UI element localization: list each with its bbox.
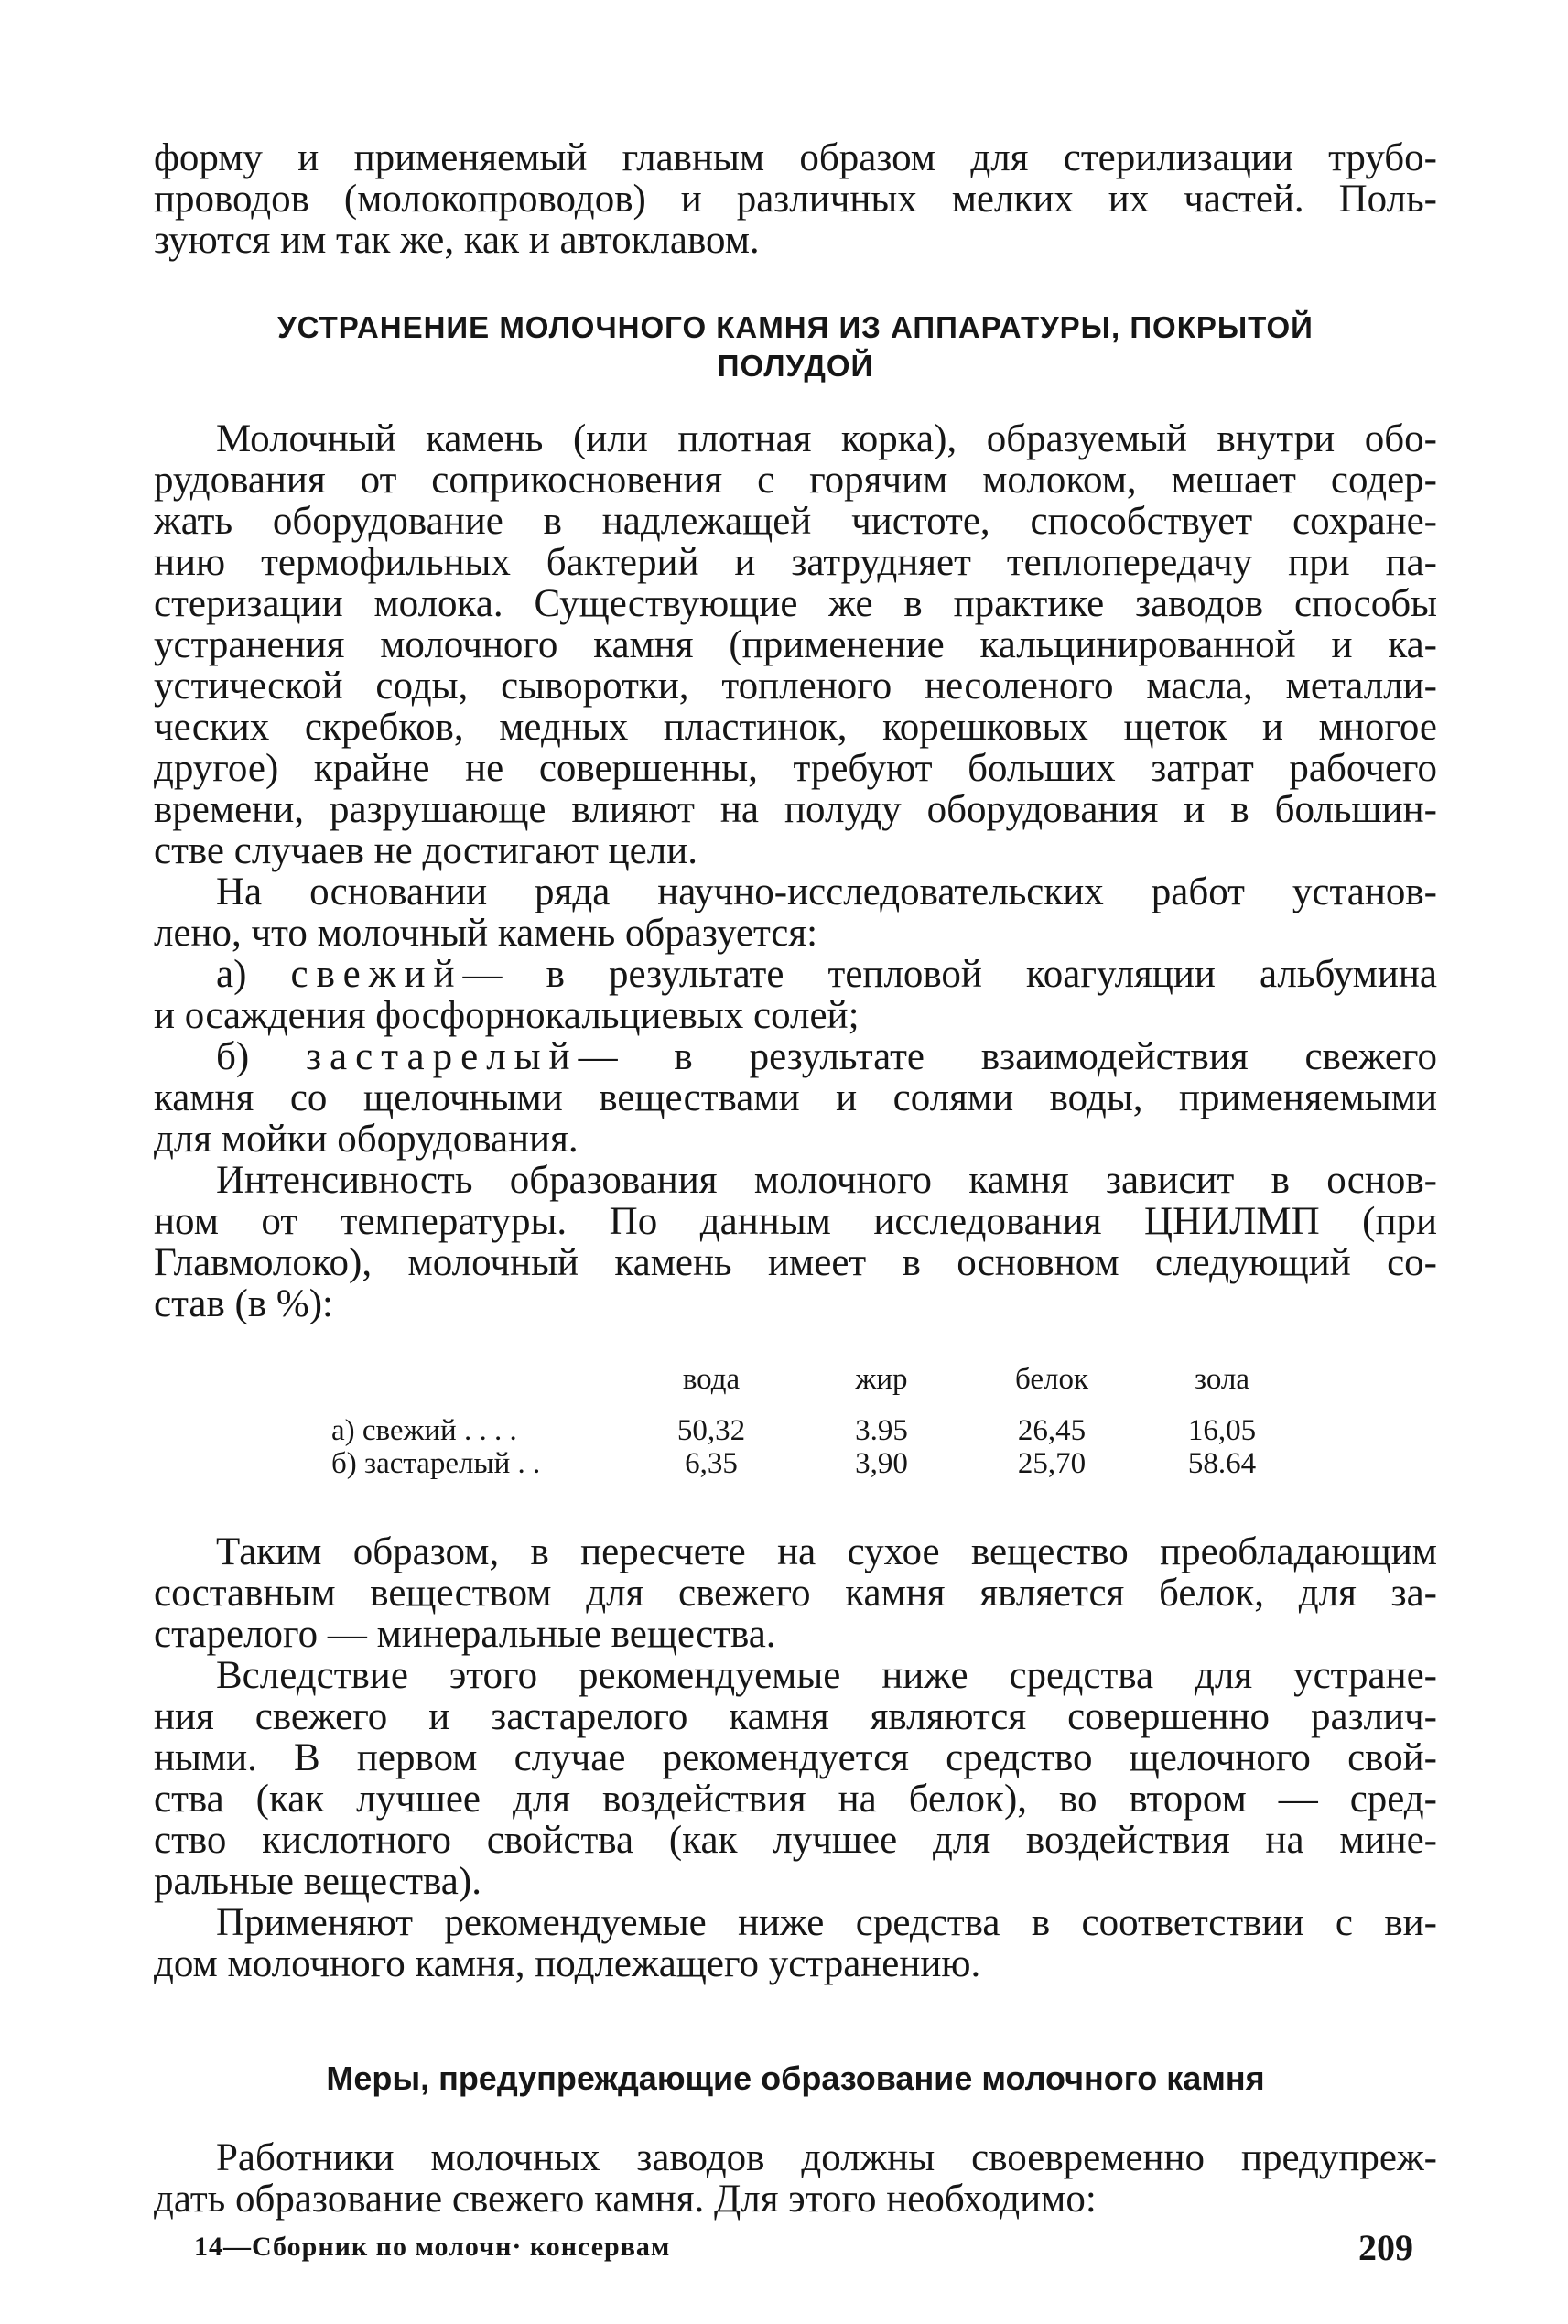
heading-line: УСТРАНЕНИЕ МОЛОЧНОГО КАМНЯ ИЗ АППАРАТУРЫ, ПОКРЫТОЙ <box>277 310 1314 344</box>
text-line: проводов (молокопроводов) и различных мелких их частей. Поль- <box>154 178 1437 221</box>
text-line: устической соды, сыворотки, топленого несоленого масла, металли- <box>154 665 1437 708</box>
text-line: дать образование свежего камня. Для этого необходимо: <box>154 2178 1097 2221</box>
text-line: Главмолоко), молочный камень имеет в основном следующий со- <box>154 1241 1437 1284</box>
text-line <box>154 954 1437 995</box>
table-cell: 16,05 <box>1187 1414 1257 1447</box>
text-line: дом молочного камня, подлежащего устранению. <box>154 1942 981 1985</box>
paragraph <box>154 1902 1437 1984</box>
text-line: времени, разрушающе влияют на полуду оборудования и в большин- <box>154 788 1437 831</box>
table-cell: 26,45 <box>1017 1414 1087 1447</box>
intro-paragraph <box>154 137 1437 261</box>
text-line: зуются им так же, как и автоклавом. <box>154 219 760 262</box>
paragraph <box>154 871 1437 954</box>
text-line: устранения молочного камня (применение кальцинированной и ка- <box>154 623 1437 666</box>
text-line: Применяют рекомендуемые ниже средства в соответствии с ви- <box>216 1901 1437 1944</box>
text-line: лено, что молочный камень образуется: <box>154 912 818 955</box>
text-line: стве случаев не достигают цели. <box>154 829 697 872</box>
text-line: На основании ряда научно-исследовательских работ установ- <box>216 870 1437 913</box>
text-line: ство кислотного свойства (как лучшее для воздействия на мине- <box>154 1819 1437 1862</box>
column-header: жир <box>855 1363 908 1396</box>
page-body <box>154 137 1437 2220</box>
list-marker: а) <box>216 953 247 996</box>
text-line: составным веществом для свежего камня является белок, для за- <box>154 1572 1437 1615</box>
text-line: став (в %): <box>154 1282 333 1325</box>
list-item-a <box>154 954 1437 1036</box>
text-line: рудования от соприкосновения с горячим молоком, мешает содер- <box>154 459 1437 502</box>
table-cell: 25,70 <box>1017 1447 1087 1480</box>
table-cell: 58.64 <box>1187 1447 1257 1480</box>
table-corner <box>331 1363 626 1414</box>
page-number: 209 <box>1358 2227 1413 2268</box>
text-line: форму и применяемый главным образом для стерилизации трубо- <box>154 136 1437 179</box>
text-line: Молочный камень (или плотная корка), образуемый внутри обо- <box>216 417 1437 460</box>
paragraph <box>154 1160 1437 1324</box>
text-line <box>154 1036 1437 1077</box>
table-row <box>331 1447 1307 1480</box>
column-header: зола <box>1194 1363 1250 1396</box>
text-line: Таким образом, в пересчете на сухое вещество преобладающим <box>216 1530 1437 1573</box>
table-header-row <box>331 1363 1307 1414</box>
composition-table <box>331 1363 1307 1480</box>
text-line: и осаждения фосфорнокальциевых солей; <box>154 994 860 1037</box>
paragraph <box>154 1655 1437 1902</box>
table-cell: 3,90 <box>855 1447 908 1480</box>
subsection-heading: Меры, предупреждающие образование молочного камня <box>326 2059 1265 2097</box>
text-line: стеризации молока. Существующие же в практике заводов способы <box>154 582 1437 625</box>
text-line: старелого — минеральные вещества. <box>154 1613 776 1656</box>
column-header: белок <box>1014 1363 1088 1396</box>
term: застарелый <box>306 1035 579 1078</box>
row-label: а) свежий . . . . <box>331 1414 517 1447</box>
term: свежий <box>290 953 463 996</box>
table-cell: 3.95 <box>855 1414 908 1447</box>
text-run: — в результате взаимодействия свежего <box>578 1035 1438 1078</box>
text-line: нию термофильных бактерий и затрудняет теплопередачу при па- <box>154 541 1437 584</box>
list-marker: б) <box>216 1035 250 1078</box>
paragraph <box>154 2137 1437 2220</box>
text-line: ными. В первом случае рекомендуется средство щелочного свой- <box>154 1736 1437 1779</box>
heading-line: ПОЛУДОЙ <box>717 349 874 383</box>
table-row <box>331 1414 1307 1447</box>
text-line: жать оборудование в надлежащей чистоте, способствует сохране- <box>154 500 1437 543</box>
paragraph <box>154 1531 1437 1655</box>
text-line: Вследствие этого рекомендуемые ниже средства для устране- <box>216 1654 1437 1697</box>
list-item-b <box>154 1036 1437 1160</box>
text-run: — в результате тепловой коагуляции альбумина <box>462 953 1437 996</box>
table-cell: 6,35 <box>685 1447 738 1480</box>
text-line: Работники молочных заводов должны своевременно предупреж- <box>216 2136 1437 2179</box>
text-line: камня со щелочными веществами и солями воды, применяемыми <box>154 1076 1437 1119</box>
column-header: вода <box>682 1363 741 1396</box>
printer-signature: 14—Сборник по молочн· консервам <box>194 2232 671 2262</box>
table-cell: 50,32 <box>676 1414 746 1447</box>
row-label: б) застарелый . . <box>331 1447 541 1480</box>
section-heading <box>154 308 1437 385</box>
text-line: для мойки оборудования. <box>154 1118 579 1161</box>
text-line: ральные вещества). <box>154 1860 481 1903</box>
text-line: другое) крайне не совершенны, требуют больших затрат рабочего <box>154 747 1437 790</box>
text-line: ном от температуры. По данным исследования ЦНИЛМП (при <box>154 1200 1437 1243</box>
paragraph <box>154 418 1437 871</box>
text-line: Интенсивность образования молочного камня зависит в основ- <box>216 1159 1437 1202</box>
text-line: ства (как лучшее для воздействия на белок), во втором — сред- <box>154 1778 1437 1821</box>
text-line: ческих скребков, медных пластинок, корешковых щеток и многое <box>154 706 1437 749</box>
text-line: ния свежего и застарелого камня являются совершенно различ- <box>154 1695 1437 1738</box>
